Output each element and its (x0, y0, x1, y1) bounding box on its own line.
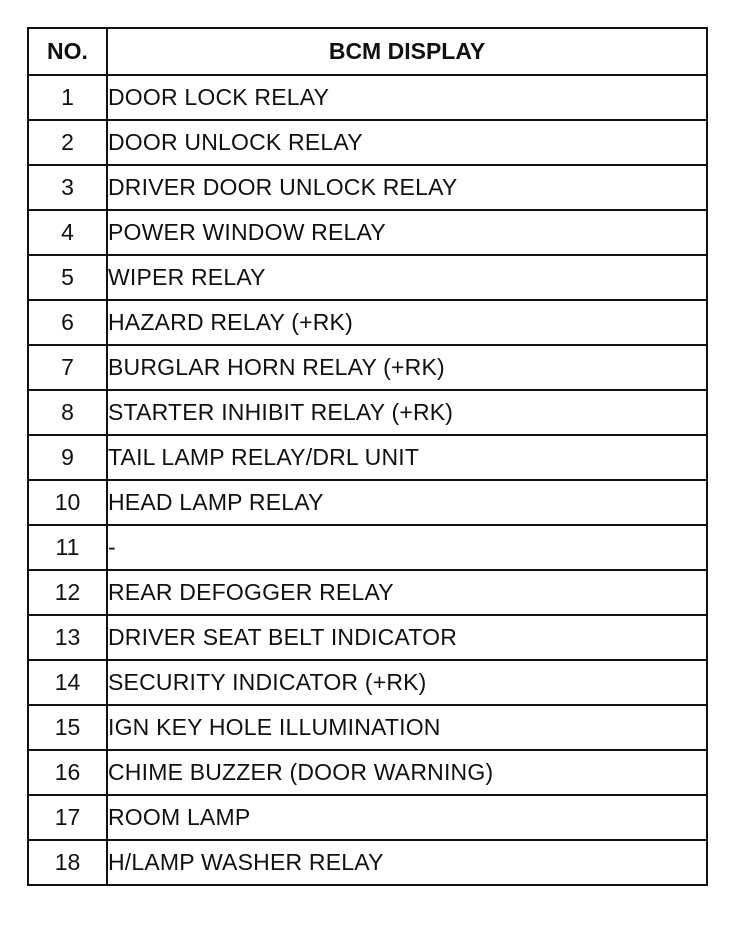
row-number: 1 (28, 75, 107, 120)
bcm-display-item: STARTER INHIBIT RELAY (+RK) (107, 390, 707, 435)
table-row (28, 525, 707, 570)
table-row (28, 210, 707, 255)
table-row (28, 75, 707, 120)
table-body (28, 75, 707, 885)
bcm-display-item: - (107, 525, 707, 570)
bcm-display-item: HAZARD RELAY (+RK) (107, 300, 707, 345)
table-row (28, 615, 707, 660)
row-number: 4 (28, 210, 107, 255)
row-number: 12 (28, 570, 107, 615)
column-header-bcm-display: BCM DISPLAY (107, 28, 707, 75)
table-row (28, 840, 707, 885)
row-number: 8 (28, 390, 107, 435)
row-number: 14 (28, 660, 107, 705)
bcm-display-item: WIPER RELAY (107, 255, 707, 300)
table-row (28, 300, 707, 345)
table-row (28, 480, 707, 525)
table-row (28, 795, 707, 840)
bcm-display-item: DOOR UNLOCK RELAY (107, 120, 707, 165)
row-number: 6 (28, 300, 107, 345)
bcm-display-item: DRIVER DOOR UNLOCK RELAY (107, 165, 707, 210)
table-header-row (28, 28, 707, 75)
bcm-display-item: HEAD LAMP RELAY (107, 480, 707, 525)
table-row (28, 435, 707, 480)
row-number: 18 (28, 840, 107, 885)
table-row (28, 165, 707, 210)
bcm-display-item: ROOM LAMP (107, 795, 707, 840)
row-number: 9 (28, 435, 107, 480)
row-number: 2 (28, 120, 107, 165)
row-number: 13 (28, 615, 107, 660)
row-number: 15 (28, 705, 107, 750)
table-row (28, 255, 707, 300)
bcm-display-item: POWER WINDOW RELAY (107, 210, 707, 255)
table-row (28, 750, 707, 795)
bcm-display-table (27, 27, 708, 886)
column-header-no: NO. (28, 28, 107, 75)
table-row (28, 120, 707, 165)
table-row (28, 390, 707, 435)
bcm-display-item: DRIVER SEAT BELT INDICATOR (107, 615, 707, 660)
row-number: 3 (28, 165, 107, 210)
bcm-display-item: H/LAMP WASHER RELAY (107, 840, 707, 885)
row-number: 17 (28, 795, 107, 840)
row-number: 16 (28, 750, 107, 795)
bcm-display-item: TAIL LAMP RELAY/DRL UNIT (107, 435, 707, 480)
bcm-display-item: BURGLAR HORN RELAY (+RK) (107, 345, 707, 390)
bcm-display-item: IGN KEY HOLE ILLUMINATION (107, 705, 707, 750)
table-row (28, 345, 707, 390)
table-row (28, 570, 707, 615)
bcm-display-item: CHIME BUZZER (DOOR WARNING) (107, 750, 707, 795)
row-number: 11 (28, 525, 107, 570)
row-number: 10 (28, 480, 107, 525)
row-number: 7 (28, 345, 107, 390)
table-row (28, 705, 707, 750)
row-number: 5 (28, 255, 107, 300)
bcm-display-item: DOOR LOCK RELAY (107, 75, 707, 120)
bcm-display-item: SECURITY INDICATOR (+RK) (107, 660, 707, 705)
bcm-display-item: REAR DEFOGGER RELAY (107, 570, 707, 615)
table-row (28, 660, 707, 705)
